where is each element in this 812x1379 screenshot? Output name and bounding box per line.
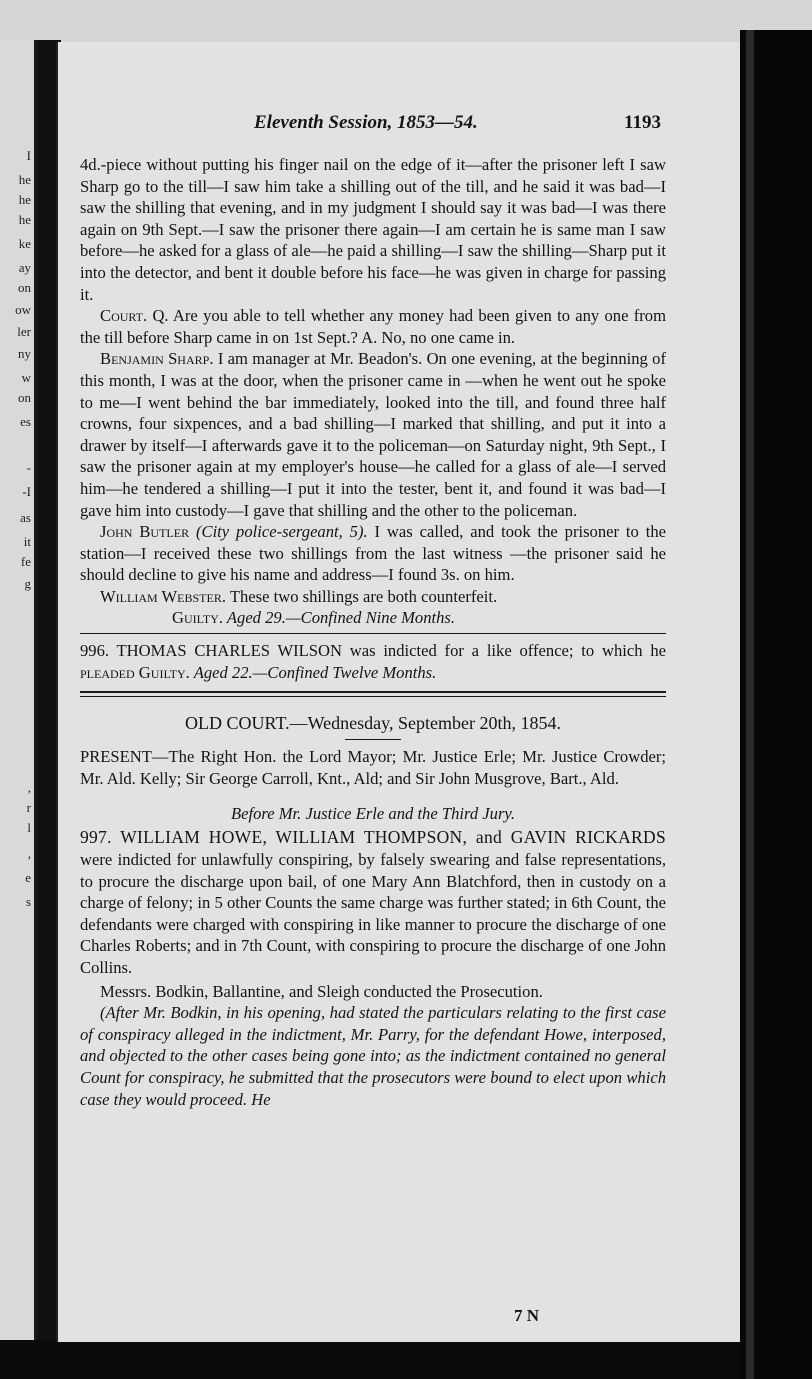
case-996-paragraph xyxy=(80,640,666,683)
adjacent-page-fragment: - xyxy=(26,460,31,475)
adjacent-page-fragment: ay xyxy=(18,260,31,275)
case-997-text: were indicted for unlawfully conspiring, by falsely swearing and false representations, to procure the discharge upon bail, of one Mary Ann Blatchford, then in custody on a charge of felony; in 5 other Counts the same charge was further stated; in 6th Count, the defendants were charged with conspiring in like manner to procure the discharge of one Charles Roberts; and in 7th Count, with conspiring to procure the discharge of one John Collins. xyxy=(80,850,666,977)
witness-paragraph xyxy=(80,348,666,521)
verdict-line xyxy=(80,607,666,629)
page-number: 1193 xyxy=(624,112,661,133)
short-rule xyxy=(345,739,401,740)
before-jury-line: Before Mr. Justice Erle and the Third Jury. xyxy=(230,804,516,824)
paragraph-text: I was called, and took the prisoner to the station—I received these two shillings from the last witness —the prisoner said he should decline to give his name and address—I found 3s. on him. xyxy=(80,522,666,585)
adjacent-page-fragment: w xyxy=(21,370,31,385)
adjacent-page-fragment: r xyxy=(26,800,31,815)
adjacent-page-fragment: ow xyxy=(15,302,31,317)
adjacent-page-fragment: s xyxy=(25,894,31,909)
witness-paragraph xyxy=(80,586,666,608)
section-rule xyxy=(80,633,666,634)
speaker-name: William Webster. xyxy=(100,586,226,606)
verdict-label: Guilty. xyxy=(172,608,224,628)
adjacent-page-fragment: , xyxy=(27,780,31,795)
sentence-text: Aged 29.—Confined Nine Months. xyxy=(223,608,456,628)
page-header xyxy=(58,112,668,138)
page-body xyxy=(80,154,666,1110)
adjacent-page-fragment: as xyxy=(20,510,31,525)
running-head: Eleventh Session, 1853—54. xyxy=(254,112,478,133)
plea-label: pleaded Guilty. xyxy=(80,662,190,682)
signature-mark: 7 N xyxy=(514,1306,540,1325)
testimony-paragraph: 4d.-piece without putting his finger nail on the edge of it—after the prisoner left I saw Sharp go to the till—I saw him take a shilling out of the till, and he said it was bad—I saw the shilling that evening, and in my judgment I should say it was bad—I was there again on 9th Sept.—I saw the prisoner there again—I am certain he is same man I saw before—he asked for a glass of ale—he paid a shilling—I saw the shilling—Sharp put it into the detector, and bent it double before his face—he was given in charge for passing it. xyxy=(80,155,666,304)
paragraph-text: These two shillings are both counterfeit. xyxy=(225,586,498,606)
case-997-paragraph xyxy=(80,827,666,978)
paragraph-text: I am manager at Mr. Beadon's. On one evening, at the beginning of this month, I was at the door, when the prisoner came in —when he went out he spoke to me—I went behind the bar immediately, looked into the till, and found three half crowns, four sixpences, and a bad shilling—I marked that shilling, and put it into a drawer by itself—I afterwards gave it to the policeman—on Saturday night, 9th Sept., I saw the prisoner again at my employer's house—he called for a glass of ale—I served him—he tendered a shilling—I put it into the tester, bent it, and found it was bad—I gave him into custody—I gave that shilling and the other to the policeman. xyxy=(80,349,666,520)
adjacent-page-fragment: ler xyxy=(17,324,31,339)
adjacent-page-fragment: I xyxy=(26,148,31,163)
speaker-name: Court. xyxy=(100,306,148,326)
present-paragraph: PRESENT—The Right Hon. the Lord Mayor; Mr. Justice Erle; Mr. Justice Crowder; Mr. Ald. Kelly; Sir George Carroll, Knt., Ald; and Sir John Musgrove, Bart., Ald. xyxy=(80,747,666,788)
section-double-rule xyxy=(80,691,666,697)
court-session-title: OLD COURT.—Wednesday, September 20th, 1854. xyxy=(185,713,561,734)
case-996-text: 996. THOMAS CHARLES WILSON was indicted for a like offence; to which he xyxy=(80,641,666,661)
adjacent-page-fragment: es xyxy=(20,414,31,429)
scanner-background-right xyxy=(740,30,812,1379)
adjacent-page-fragment: fe xyxy=(20,554,31,569)
adjacent-page-fragment: it xyxy=(23,534,31,549)
adjacent-page-edge xyxy=(0,40,37,1340)
adjacent-page-fragment: he xyxy=(18,192,31,207)
paragraph-text: Q. Are you able to tell whether any money had been given to any one from the till before Sharp came in on 1st Sept.? A. No, no one came in. xyxy=(80,306,666,347)
witness-paragraph xyxy=(80,521,666,586)
adjacent-page-fragment: , xyxy=(27,846,31,861)
speaker-name: John Butler xyxy=(100,522,190,542)
adjacent-page-fragment: on xyxy=(18,390,31,405)
adjacent-page-fragment: on xyxy=(18,280,31,295)
speaker-name: Benjamin Sharp. xyxy=(100,349,214,369)
court-question-paragraph xyxy=(80,305,666,348)
adjacent-page-fragment: he xyxy=(18,212,31,227)
adjacent-page-fragment: e xyxy=(25,870,31,885)
after-paragraph: (After Mr. Bodkin, in his opening, had stated the particulars relating to the first case of conspiracy alleged in the indictment, Mr. Parry, for the defendant Howe, interposed, and objected to the other cases being gone into; as the indictment contained no general Count for conspiracy, he submitted that the prosecutors were bound to elect upon which case they would proceed. He xyxy=(80,1003,666,1109)
book-edge-strip xyxy=(746,30,754,1379)
adjacent-page-fragment: -I xyxy=(22,484,31,499)
adjacent-page-fragment: he xyxy=(18,172,31,187)
speaker-role: (City police-sergeant, 5). xyxy=(195,522,368,542)
defendant-names: 997. WILLIAM HOWE, WILLIAM THOMPSON, and GAVIN RICKARDS xyxy=(80,827,666,848)
adjacent-page-fragment: g xyxy=(24,576,31,591)
adjacent-page-fragment: l xyxy=(27,820,31,835)
adjacent-page-fragment: ke xyxy=(18,236,31,251)
adjacent-page-fragment: ny xyxy=(18,346,31,361)
sentence-text: Aged 22.—Confined Twelve Months. xyxy=(189,662,437,682)
book-page xyxy=(56,42,740,1342)
counsel-line: Messrs. Bodkin, Ballantine, and Sleigh conducted the Prosecution. xyxy=(100,981,543,1001)
